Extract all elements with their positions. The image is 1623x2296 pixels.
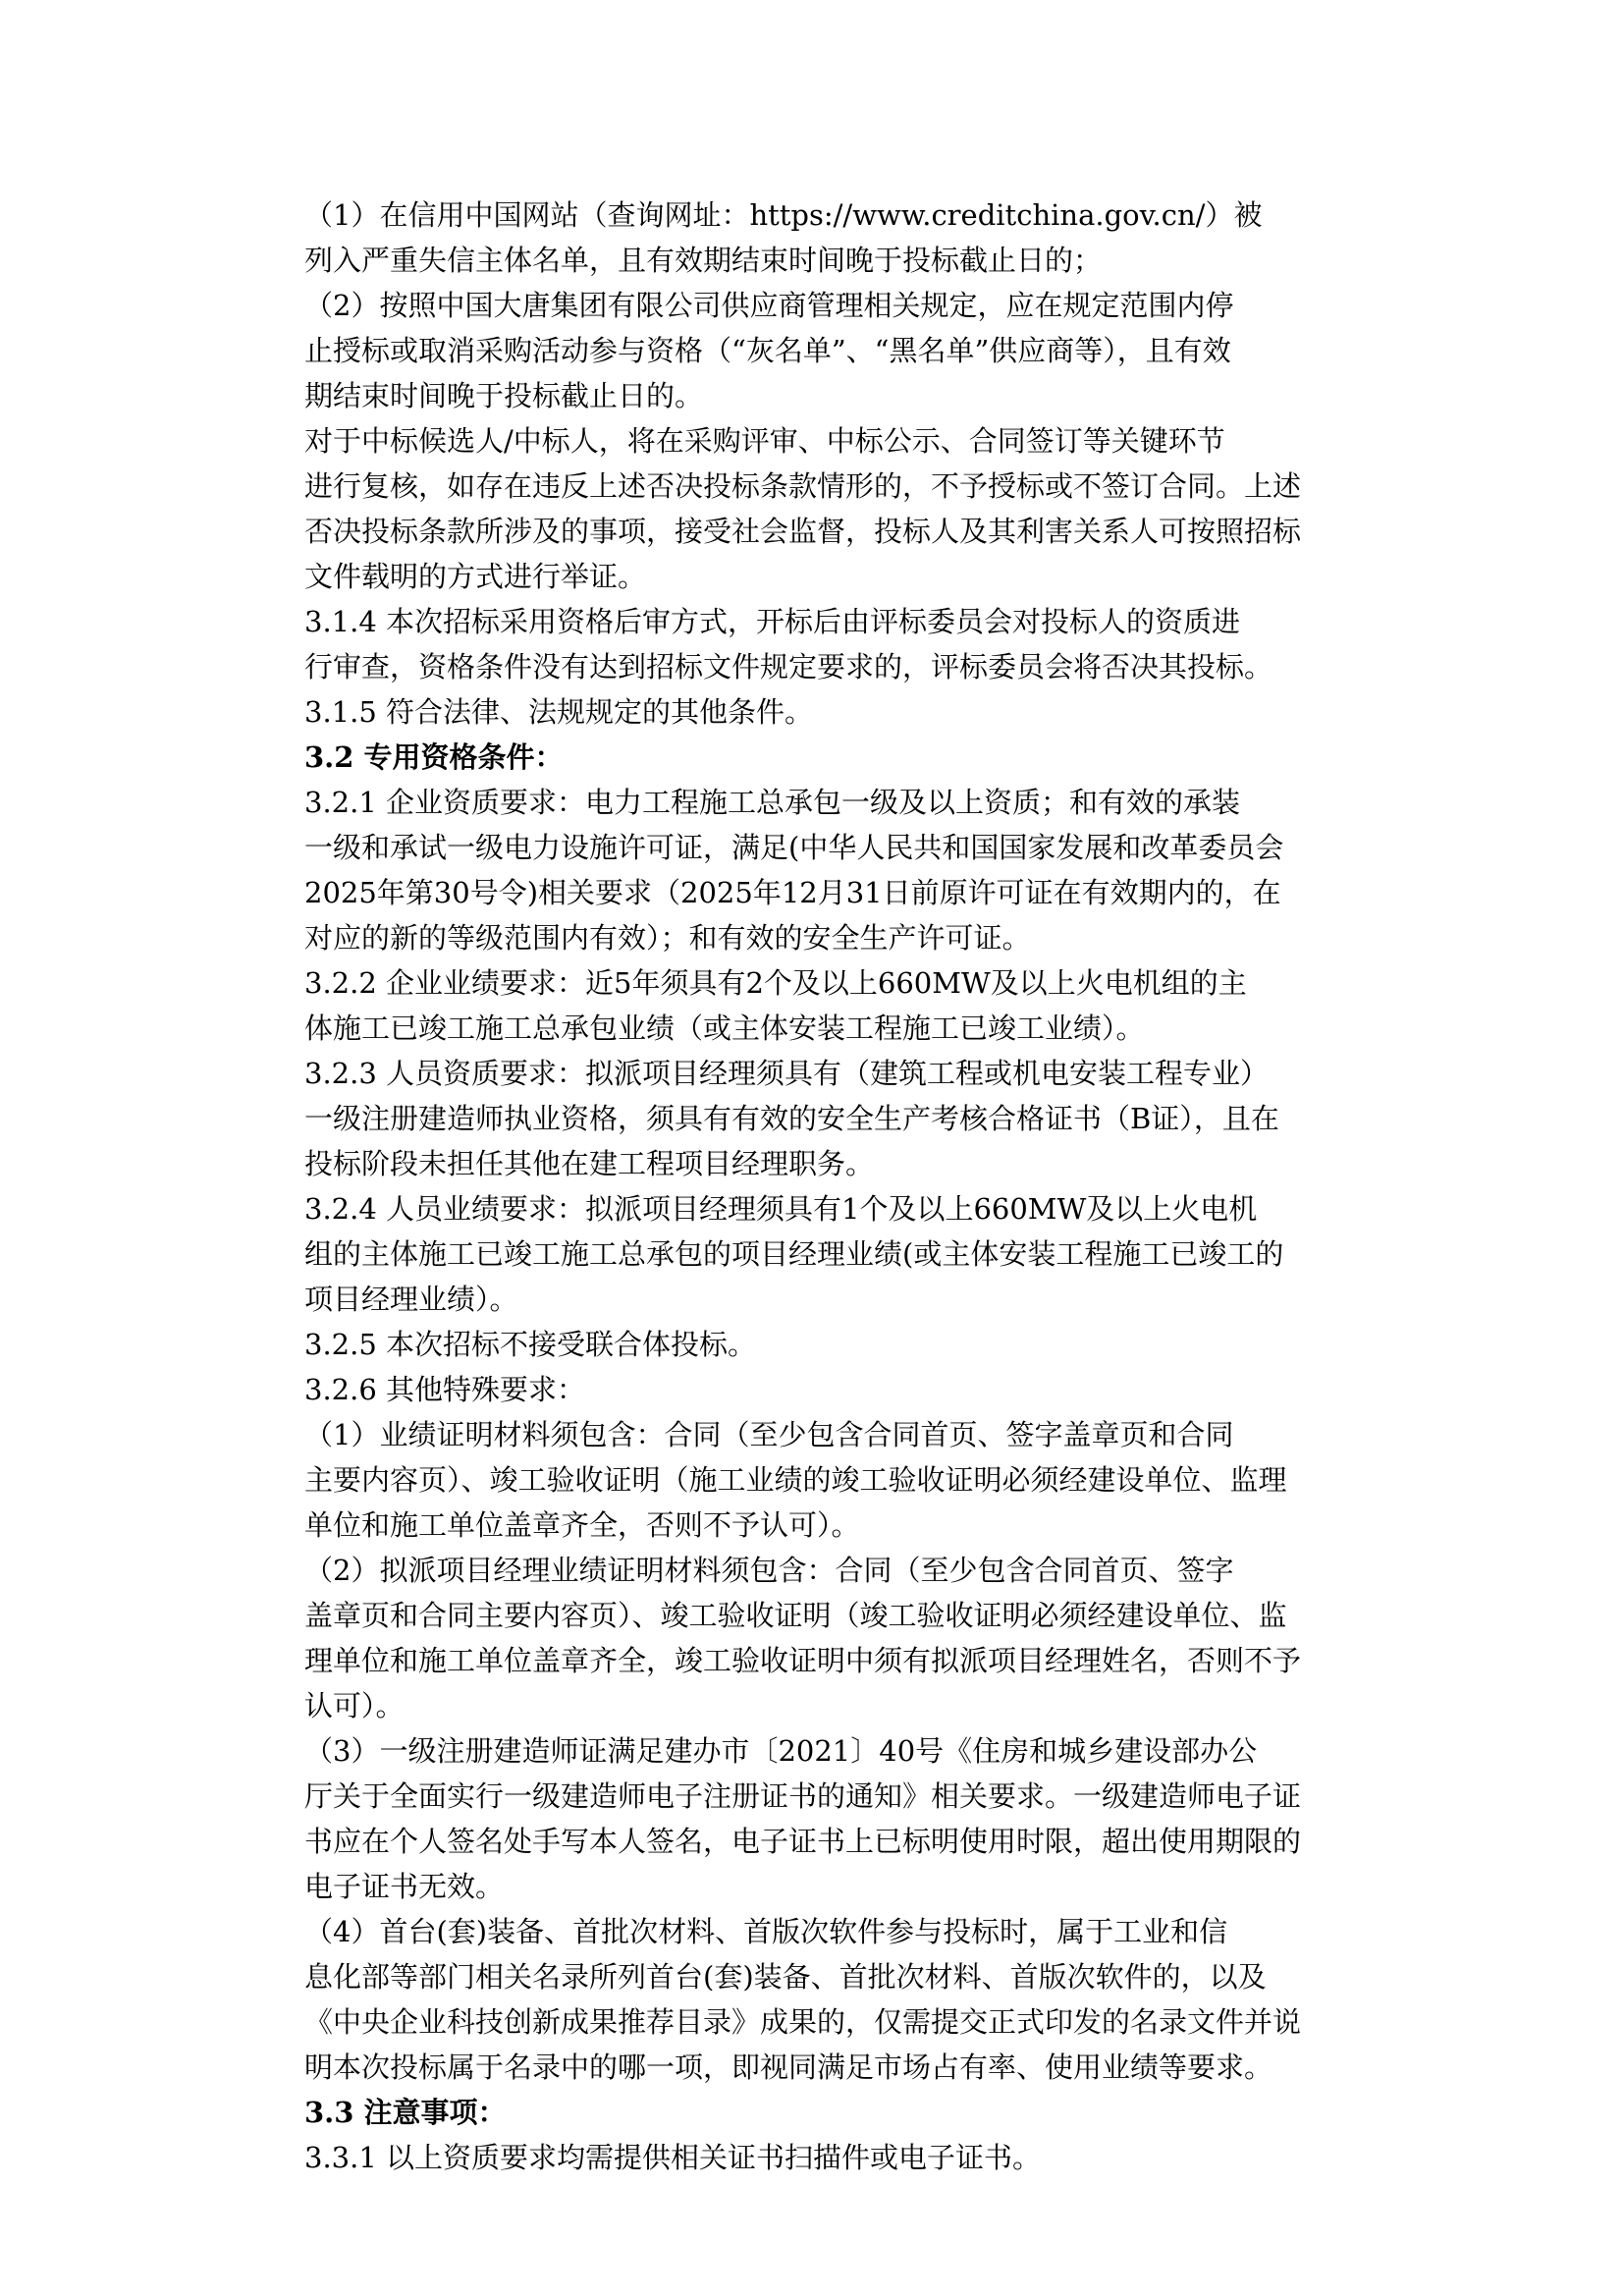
paragraph-3-2-2 — [247, 960, 1386, 1051]
text-line: 盖章页和合同主要内容页）、竣工验收证明（竣工验收证明必须经建设单位、监 — [304, 1599, 1287, 1632]
text-line: 2025年第30号令)相关要求（2025年12月31日前原许可证在有效期内的，在 — [304, 876, 1281, 909]
text-line: 书应在个人签名处手写本人签名，电子证书上已标明使用时限，超出使用期限的 — [304, 1825, 1302, 1858]
text-line: 息化部等部门相关名录所列首台(套)装备、首批次材料、首版次软件的，以及 — [304, 1960, 1267, 1994]
text-line: 投标阶段未担任其他在建工程项目经理职务。 — [304, 1147, 875, 1180]
text-line: 3.2.5 本次招标不接受联合体投标。 — [304, 1328, 757, 1361]
text-line: 3.2.3 人员资质要求：拟派项目经理须具有（建筑工程或机电安装工程专业） — [304, 1057, 1270, 1090]
paragraph-3-2-5 — [247, 1322, 1386, 1367]
paragraph-special-2 — [247, 1548, 1386, 1728]
text-line: 列入严重失信主体名单，且有效期结束时间晚于投标截止日的； — [304, 244, 1103, 277]
paragraph-3-2-6 — [247, 1367, 1386, 1412]
paragraph-credit-china — [247, 192, 1386, 283]
text-line: （1）业绩证明材料须包含：合同（至少包含合同首页、签字盖章页和合同 — [304, 1418, 1234, 1451]
text-line: （1）在信用中国网站（查询网址：https://www.creditchina.gov.cn/）被 — [304, 198, 1263, 232]
text-line: 3.2.2 企业业绩要求：近5年须具有2个及以上660MW及以上火电机组的主 — [304, 966, 1247, 1000]
text-line: 3.1.5 符合法律、法规规定的其他条件。 — [304, 695, 814, 729]
text-line: （4）首台(套)装备、首批次材料、首版次软件参与投标时，属于工业和信 — [304, 1915, 1228, 1948]
text-line: 文件载明的方式进行举证。 — [304, 560, 647, 593]
text-line: 理单位和施工单位盖章齐全，竣工验收证明中须有拟派项目经理姓名，否则不予 — [304, 1644, 1302, 1677]
text-line: 3.1.4 本次招标采用资格后审方式，开标后由评标委员会对投标人的资质进 — [304, 605, 1241, 638]
paragraph-3-2-1 — [247, 780, 1386, 960]
document-page — [247, 192, 1386, 2180]
text-line: 组的主体施工已竣工施工总承包的项目经理业绩(或主体安装工程施工已竣工的 — [304, 1237, 1284, 1271]
text-line: 止授标或取消采购活动参与资格（“灰名单”、“黑名单”供应商等），且有效 — [304, 334, 1231, 367]
heading-3-2 — [247, 735, 1386, 780]
text-line: 一级注册建造师执业资格，须具有有效的安全生产考核合格证书（B证），且在 — [304, 1102, 1279, 1135]
paragraph-3-2-4 — [247, 1186, 1386, 1322]
text-line: 行审查，资格条件没有达到招标文件规定要求的，评标委员会将否决其投标。 — [304, 650, 1273, 683]
text-line: （2）按照中国大唐集团有限公司供应商管理相关规定，应在规定范围内停 — [304, 289, 1234, 322]
paragraph-special-1 — [247, 1412, 1386, 1548]
paragraph-3-1-5 — [247, 689, 1386, 735]
text-line: 3.2.4 人员业绩要求：拟派项目经理须具有1个及以上660MW及以上火电机 — [304, 1192, 1258, 1226]
text-line: 3.3.1 以上资质要求均需提供相关证书扫描件或电子证书。 — [304, 2141, 1042, 2174]
text-line: （2）拟派项目经理业绩证明材料须包含：合同（至少包含合同首页、签字 — [304, 1554, 1234, 1587]
text-line: 进行复核，如存在违反上述否决投标条款情形的，不予授标或不签订合同。上述 — [304, 469, 1302, 503]
text-line: 一级和承试一级电力设施许可证，满足(中华人民共和国国家发展和改革委员会 — [304, 831, 1284, 864]
text-line: 电子证书无效。 — [304, 1870, 505, 1903]
text-line: 认可）。 — [304, 1689, 405, 1722]
text-line: （3）一级注册建造师证满足建办市〔2021〕40号《住房和城乡建设部办公 — [304, 1734, 1258, 1768]
text-line: 3.2.1 企业资质要求：电力工程施工总承包一级及以上资质；和有效的承装 — [304, 786, 1241, 819]
text-line: 明本次投标属于名录中的哪一项，即视同满足市场占有率、使用业绩等要求。 — [304, 2050, 1273, 2084]
paragraph-3-3-1 — [247, 2135, 1386, 2180]
text-line: 否决投标条款所涉及的事项，接受社会监督，投标人及其利害关系人可按照招标 — [304, 515, 1302, 548]
text-line: 厅关于全面实行一级建造师电子注册证书的通知》相关要求。一级建造师电子证 — [304, 1779, 1302, 1813]
paragraph-3-1-4 — [247, 599, 1386, 689]
paragraph-special-3 — [247, 1728, 1386, 1909]
section-heading: 3.3 注意事项： — [304, 2096, 507, 2129]
text-line: 主要内容页）、竣工验收证明（施工业绩的竣工验收证明必须经建设单位、监理 — [304, 1463, 1287, 1497]
text-line: 3.2.6 其他特殊要求： — [304, 1373, 586, 1406]
paragraph-review — [247, 418, 1386, 599]
section-heading: 3.2 专用资格条件： — [304, 740, 564, 774]
text-line: 项目经理业绩）。 — [304, 1283, 518, 1316]
text-line: 期结束时间晚于投标截止日的。 — [304, 379, 704, 412]
heading-3-3 — [247, 2090, 1386, 2135]
text-line: 《中央企业科技创新成果推荐目录》成果的，仅需提交正式印发的名录文件并说 — [304, 2005, 1302, 2039]
text-line: 单位和施工单位盖章齐全，否则不予认可）。 — [304, 1508, 860, 1542]
text-line: 对于中标候选人/中标人，将在采购评审、中标公示、合同签订等关键环节 — [304, 424, 1225, 458]
paragraph-3-2-3 — [247, 1051, 1386, 1186]
paragraph-blacklist — [247, 283, 1386, 418]
paragraph-special-4 — [247, 1909, 1386, 2090]
text-line: 体施工已竣工施工总承包业绩（或主体安装工程施工已竣工业绩）。 — [304, 1011, 1145, 1045]
text-line: 对应的新的等级范围内有效）；和有效的安全生产许可证。 — [304, 921, 1031, 955]
